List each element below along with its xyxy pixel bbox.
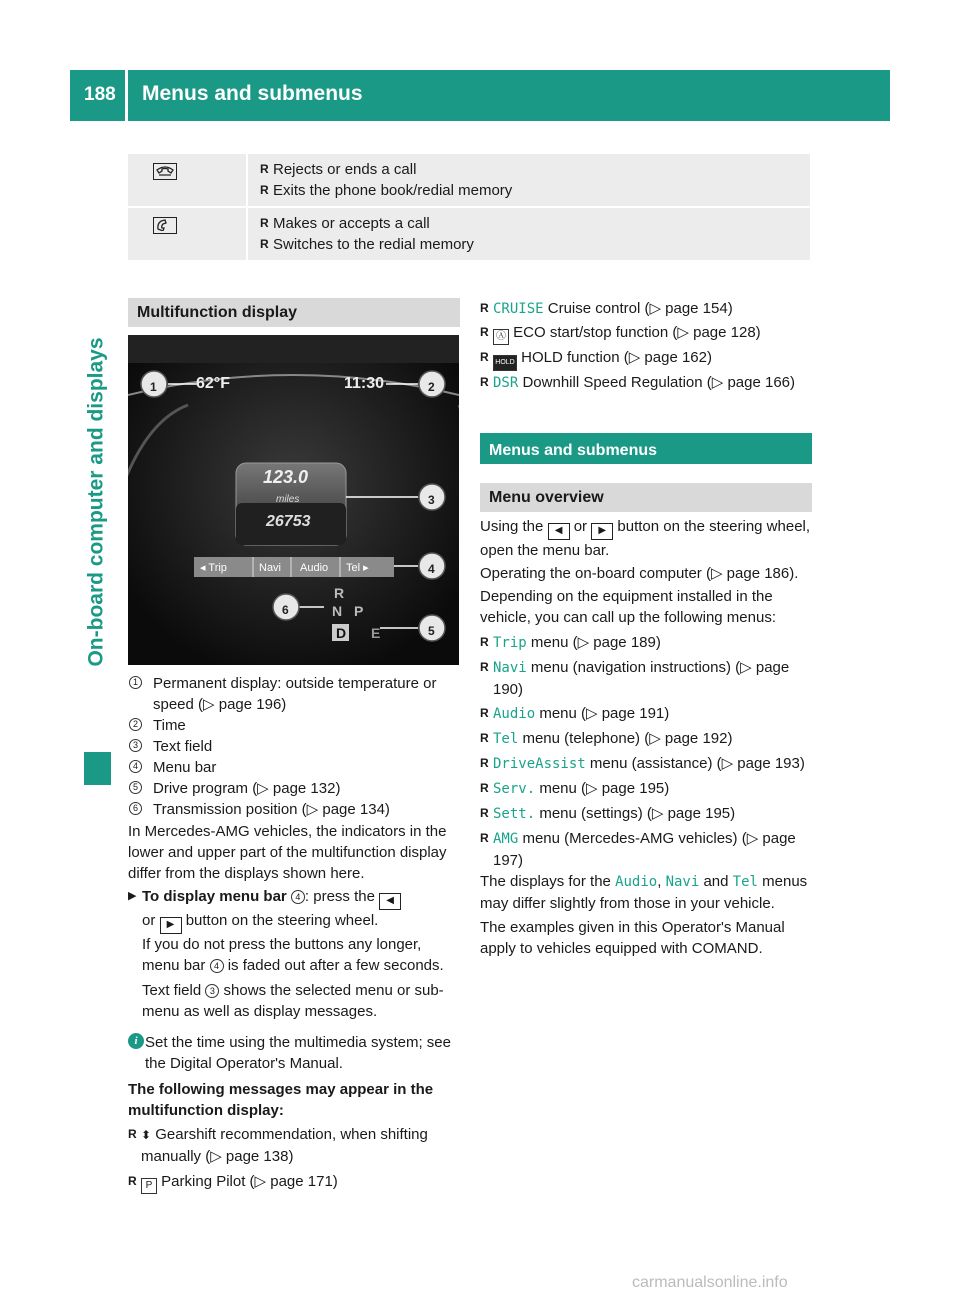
menu-bar-trip: ◂ Trip [200, 562, 227, 574]
list-item: R DriveAssist menu (assistance) (▷ page 193) [480, 753, 812, 775]
phone-key-table [128, 154, 810, 262]
gear-p: P [354, 603, 364, 619]
menu-bar-audio: Audio [300, 562, 329, 574]
messages-list [128, 1124, 460, 1194]
section-heading: Menus and submenus [480, 433, 812, 464]
drive-program-e: E [371, 625, 381, 641]
instruction-step: ▶ To display menu bar 4 : press the ◀ or ▶ button on the steering wheel. If you do not press the buttons any longer, menu bar 4 is faded out after a few seconds. Text field 3 shows the selected menu or sub-menu as well as display messages. [128, 886, 460, 1022]
menu-list [480, 632, 812, 871]
hold-icon: HOLD [493, 355, 517, 371]
menu-bar-navi: Navi [259, 562, 282, 574]
list-item: R Makes or accepts a call [260, 213, 810, 234]
callout-2: 2 [428, 380, 435, 394]
side-tab [82, 252, 110, 752]
callout-ref: 4 [210, 959, 224, 973]
accept-call-icon [153, 217, 177, 234]
table-row [128, 154, 810, 208]
list-item: R Rejects or ends a call [260, 159, 810, 180]
callout-6: 6 [282, 603, 289, 617]
list-item: R Audio menu (▷ page 191) [480, 703, 812, 725]
list-item: R AMG menu (Mercedes-AMG vehicles) (▷ page 197) [480, 828, 812, 871]
paragraph: The displays for the Audio, Navi and Tel menus may differ slightly from those in your vehicle. [480, 873, 808, 912]
paragraph: Using the ◀ or ▶ button on the steering wheel, open the menu bar. [480, 518, 811, 559]
page-title: Menus and submenus [142, 82, 363, 105]
left-arrow-button-icon: ◀ [548, 523, 570, 540]
list-item: R Trip menu (▷ page 189) [480, 632, 812, 654]
list-item: 1 Permanent display: outside temperature or speed (▷ page 196) [128, 673, 460, 715]
list-item: 5 Drive program (▷ page 132) [128, 778, 460, 799]
list-item: 6 Transmission position (▷ page 134) [128, 799, 460, 820]
header-divider [125, 70, 128, 121]
side-tab-label: On-board computer and displays [84, 337, 108, 667]
callout-1: 1 [150, 380, 157, 394]
list-item: R P Parking Pilot (▷ page 171) [128, 1171, 460, 1194]
right-arrow-button-icon: ▶ [591, 523, 613, 540]
list-item: 4 Menu bar [128, 757, 460, 778]
indicator-list [480, 298, 812, 394]
display-odometer: 26753 [266, 513, 311, 530]
list-item: R Navi menu (navigation instructions) (▷ page 190) [480, 657, 812, 700]
list-item: 2 Time [128, 715, 460, 736]
paragraph: Operating the on-board computer (▷ page 186). [480, 565, 799, 582]
callout-4: 4 [428, 562, 435, 576]
end-call-icon [153, 163, 177, 180]
list-item: R ⬍ Gearshift recommendation, when shifting manually (▷ page 138) [128, 1124, 460, 1167]
display-time: 11:30 [344, 375, 385, 392]
display-temperature: 62°F [196, 375, 230, 392]
callout-3: 3 [428, 493, 435, 507]
page-number: 188 [84, 84, 116, 105]
paragraph: The examples given in this Operator's Manual apply to vehicles equipped with COMAND. [480, 919, 785, 957]
left-column [128, 298, 460, 1194]
list-item: R Sett. menu (settings) (▷ page 195) [480, 803, 812, 825]
watermark: carmanualsonline.info [632, 1274, 788, 1291]
menu-bar-tel: Tel ▸ [346, 562, 369, 574]
callout-ref: 3 [205, 984, 219, 998]
side-tab-block [84, 752, 111, 785]
paragraph: Depending on the equipment installed in the vehicle, you can call up the following menus: [480, 588, 777, 626]
gear-d: D [336, 625, 347, 641]
info-note: i Set the time using the multimedia system; see the Digital Operator's Manual. [128, 1032, 460, 1074]
list-item: R Serv. menu (▷ page 195) [480, 778, 812, 800]
gearshift-icon: ⬍ [141, 1128, 152, 1142]
eco-start-stop-icon: Ⓐ [493, 329, 509, 345]
multifunction-display-image [128, 335, 459, 665]
list-item: 3 Text field [128, 736, 460, 757]
right-arrow-button-icon: ▶ [160, 917, 182, 934]
list-item: R DSR Downhill Speed Regulation (▷ page 166) [480, 372, 812, 394]
right-column [480, 298, 812, 959]
list-item: R Exits the phone book/redial memory [260, 180, 810, 201]
list-item: R Tel menu (telephone) (▷ page 192) [480, 728, 812, 750]
display-unit: miles [276, 494, 300, 505]
callout-5: 5 [428, 624, 435, 638]
parking-pilot-icon: P [141, 1178, 157, 1194]
table-row [128, 208, 810, 262]
amg-note: In Mercedes-AMG vehicles, the indicators in the lower and upper part of the multifunction display differ from the displays shown here. [128, 823, 447, 882]
subsection-heading: Menu overview [480, 483, 812, 512]
left-arrow-button-icon: ◀ [379, 893, 401, 910]
gear-n: N [332, 603, 343, 619]
display-value: 123.0 [263, 467, 309, 487]
list-item: R HOLD HOLD function (▷ page 162) [480, 347, 812, 371]
legend-list [128, 673, 460, 820]
messages-heading: The following messages may appear in the multifunction display: [128, 1081, 434, 1119]
info-icon: i [128, 1033, 144, 1049]
gear-r: R [334, 585, 345, 601]
callout-ref: 4 [291, 890, 305, 904]
list-item: R Ⓐ ECO start/stop function (▷ page 128) [480, 322, 812, 345]
section-heading: Multifunction display [128, 298, 460, 327]
list-item: R Switches to the redial memory [260, 234, 810, 255]
list-item: R CRUISE Cruise control (▷ page 154) [480, 298, 812, 320]
